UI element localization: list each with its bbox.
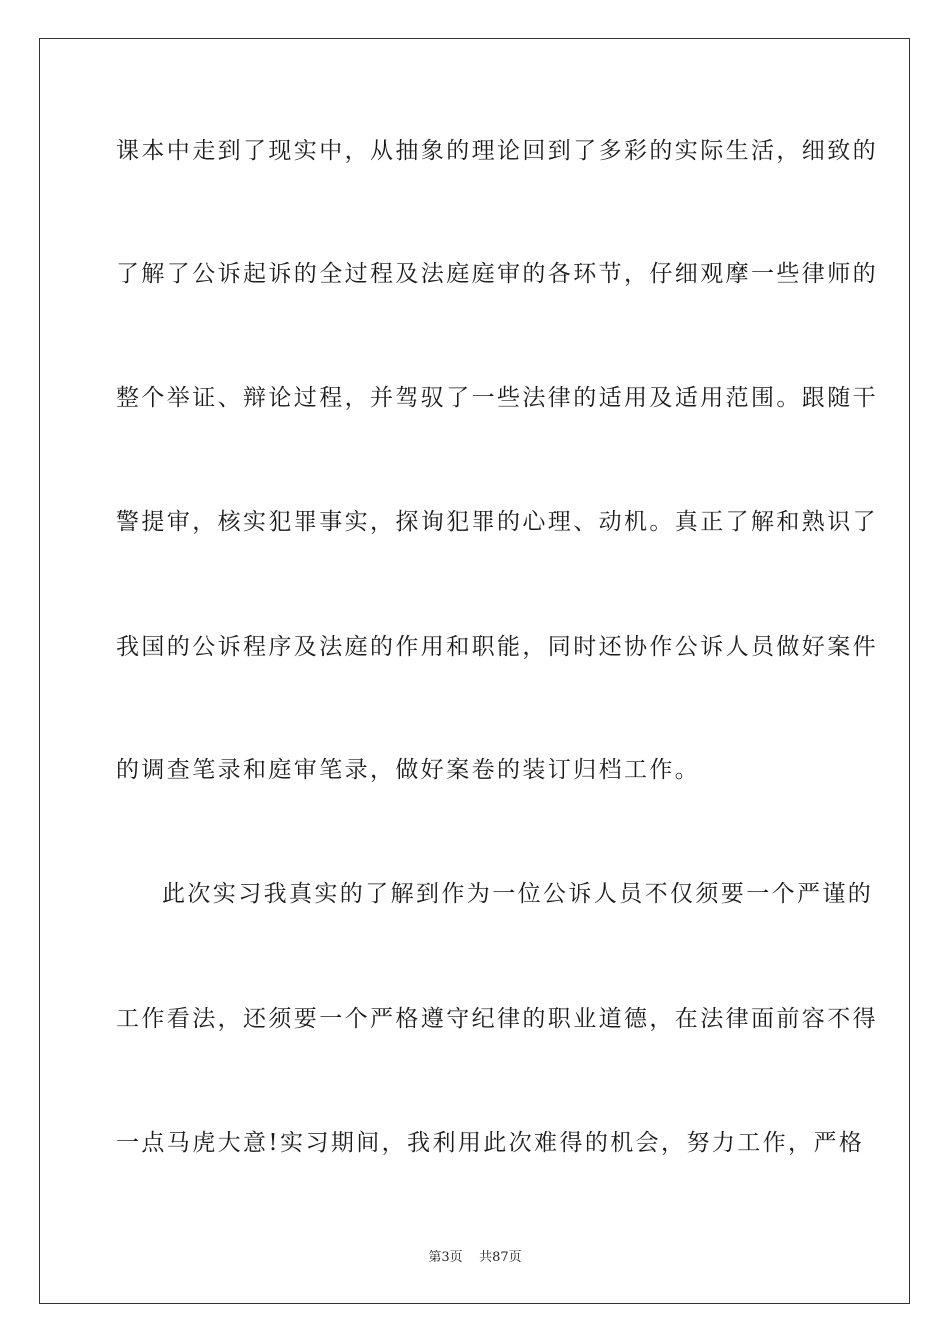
text-line: 的调查笔录和庭审笔录，做好案卷的装订归档工作。 [116,757,701,783]
paragraph-first-line: 此次实习我真实的了解到作为一位公诉人员不仅须要一个严谨的 [162,881,874,907]
text-line: 工作看法，还须要一个严格遵守纪律的职业道德，在法律面前容不得 [116,1006,878,1032]
footer-spacer [463,1250,480,1265]
text-line: 一点马虎大意!实习期间，我利用此次难得的机会，努力工作，严格 [116,1130,865,1156]
text-line: 了解了公诉起诉的全过程及法庭庭审的各环节，仔细观摩一些律师的 [116,261,878,287]
text-line: 我国的公诉程序及法庭的作用和职能，同时还协作公诉人员做好案件 [116,634,878,660]
text-line: 课本中走到了现实中，从抽象的理论回到了多彩的实际生活，细致的 [116,138,878,164]
text-line: 整个举证、辩论过程，并驾驭了一些法律的适用及适用范围。跟随干 [116,385,878,411]
text-line: 警提审，核实犯罪事实，探询犯罪的心理、动机。真正了解和熟识了 [116,509,878,535]
total-pages: 共87页 [479,1250,522,1265]
page-footer [0,1250,950,1266]
page-border [39,38,910,1304]
page-number: 第3页 [428,1250,463,1265]
